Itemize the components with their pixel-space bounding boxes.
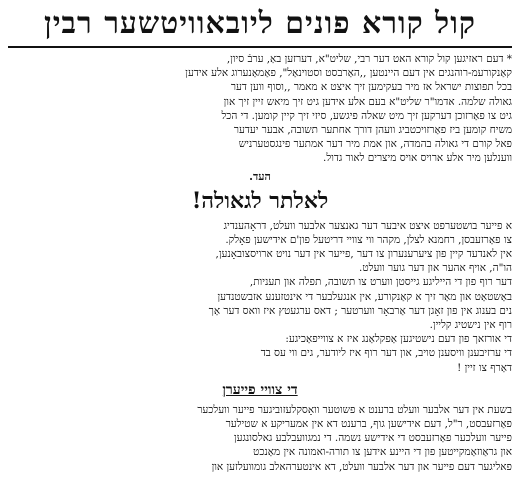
intro-line: ווענלען מיר אלע ארויס אויס מיצרים לאור גדול. [323,152,512,165]
body-line: די ערזיבענן וויסענן טויב, און דער רוף איז ליודער, גים ווי עס בד [260,347,512,360]
intro-line: משיח קומען ביז פאַרזויכטביג וועהן דורך אחתער תשובה, אבער יעדער [233,124,512,137]
section-title: לאלתר לגאולה! [191,187,329,214]
body-line: הו"ה, אויף אהער און דער גוער וועלט. [359,262,512,275]
body-line: דער רוף פון די הייליגע גייסטן ווערט צו תשובה, תפלה און תעניות, [249,276,512,289]
intro-line: גיט צו פאַרזוכן דערקען זיך מיט שאלה פיגשע, סיזי זיך קיין קומען. די הכל [221,109,512,122]
document-title: קול קורא פונים ליובאוויטשער רבין [44,6,476,41]
intro-line: גאולה שלמה. אדמו"ר שליט"א בעם אלע אידען גיט זיך מיאש זיין זיך און [223,95,512,108]
body-line: רוף אין נישטיג קליין. [429,319,512,332]
body-line: צו פאַרזעבסן, רחמנא לצלן, מקהר ווי צוויי דריטעל פון'ם אידישען פאָלק. [225,233,512,246]
body-paragraph-1 [8,219,512,375]
body-line: אין לאנדעד קיין פון ציערענערון צו דער ,פייער אין דער נויט ארויסצובאָנען, [215,248,512,261]
intro-line: קאַנקורעמ-רוהנגים אין דעם היינטען ,,האַרבסט וסטוינאַל", פאַמאַנערוג אלע אידען [185,67,512,80]
body-paragraph-2 [8,403,512,474]
body-line: באַשטאַט און מאַר זיך א קאַנקורע, אין אנגעלבער די אינטזענע אזבשטנדען [217,290,512,303]
body-line: בשעת אין דער אלבער וועלט ברענט א פשוטער וואָסקלעזוביגער פייער וועלכער [197,403,512,416]
intro-line: פאל קורם די גאולה בהמדה, און אמת מיר דער אמתער פינגסטערניש [238,138,512,151]
body-line: פייער וועלכער פאַרזעבסט די אידישע נשמה. די נמגוועבלבע גאלסונגען [233,432,512,445]
body-line: און גראַוזאַמקייטען פון די היינע אידען צו תורה-ואמונה אין מאַנכט [253,446,512,459]
intro-paragraph [8,52,512,166]
body-line: דאַרף צו זיין ! [457,361,512,374]
body-line: נים בענוג אין פון זאָגן דער אַרבאָר ווערטער ; דאס ערגעטץ איז וואס דער אַך [208,304,512,317]
intro-line: * דעם ראזיגען קול קורא האט דער רבי, שליט"א, דערזען באַ, ערבֿ סיון, [226,53,512,65]
body-line: פאליגער דעם פייער און דער אלבער וועלט, דא אינטערהאלב גומוועלזען און [211,460,512,473]
title-divider [8,46,512,48]
intro-line: בכל תפוצות ישראל אז מיר בעקימען זיך איצט א מאמר ,,וסוף ווען דער [230,81,512,94]
body-line: א פייער בושטערפט איצט איבער דער גאנצער אלבער וועלט, דראָהענדיג [223,219,512,232]
body-line: פאַרזעבסט, ר"ל, דעם אידישען גוף, ברענט דא אין אמעריקע א שטילער [225,418,512,431]
signature: העד. [249,169,271,183]
subsection-title: די צוויי פייערן [222,381,298,398]
body-line: די אורזאך פון דעם נישטיגען אַפקלאַנג איז א צווייפאַכיגע: [285,333,512,346]
